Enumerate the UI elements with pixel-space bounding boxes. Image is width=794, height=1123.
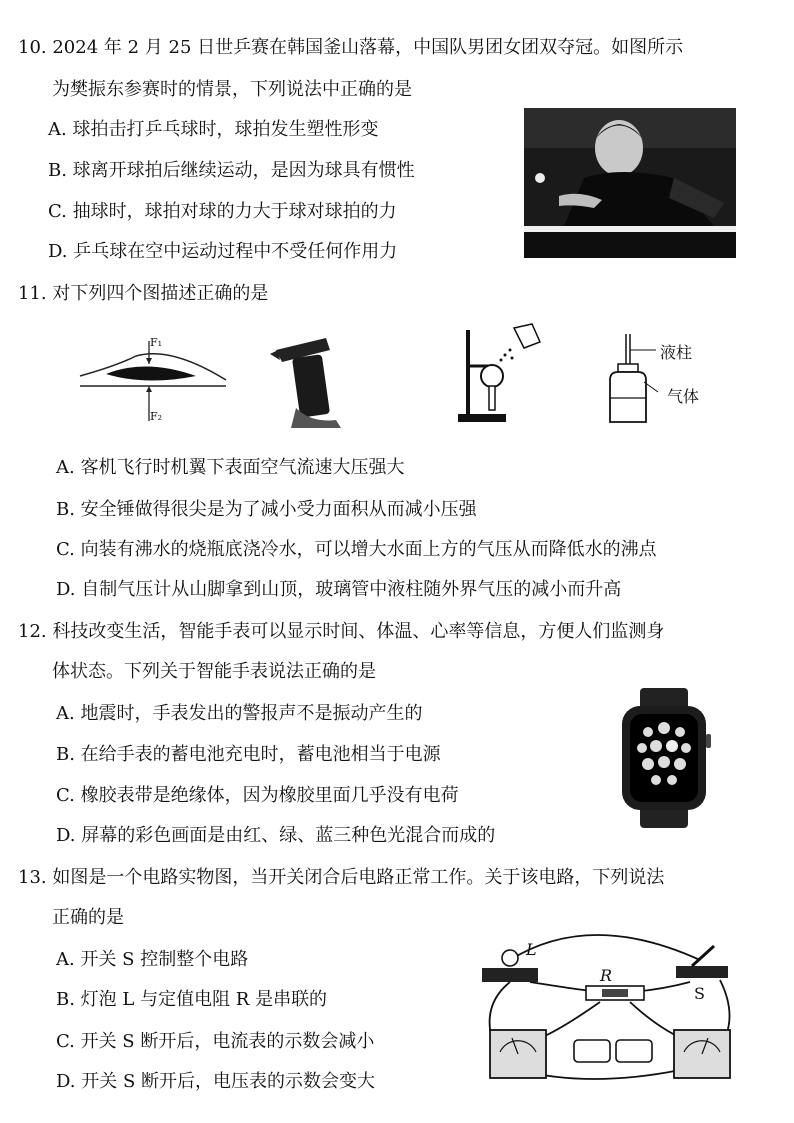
liquid-column-label: 液柱	[660, 343, 693, 362]
q12-option-b: B. 在给手表的蓄电池充电时，蓄电池相当于电源	[56, 744, 441, 765]
q10-stem-line2: 为樊振东参赛时的情景，下列说法中正确的是	[52, 79, 412, 100]
q11-stem: 11. 对下列四个图描述正确的是	[18, 283, 269, 304]
flask-stand-figure	[454, 322, 554, 426]
q10-option-a: A. 球拍击打乒乓球时，球拍发生塑性形变	[48, 119, 379, 140]
q11-option-d: D. 自制气压计从山脚拿到山顶，玻璃管中液柱随外界气压的减小而升高	[56, 579, 622, 600]
q10-option-d: D. 乒乓球在空中运动过程中不受任何作用力	[48, 241, 398, 262]
q12-option-d: D. 屏幕的彩色画面是由红、绿、蓝三种色光混合而成的	[56, 825, 496, 846]
q11-option-b: B. 安全锤做得很尖是为了减小受力面积从而减小压强	[56, 499, 477, 520]
q11-option-c: C. 向装有沸水的烧瓶底浇冷水，可以增大水面上方的气压从而降低水的沸点	[56, 539, 657, 560]
q10-option-b: B. 球离开球拍后继续运动，是因为球具有惯性	[48, 160, 415, 181]
q13-stem-line2: 正确的是	[52, 907, 124, 928]
q10-option-c: C. 抽球时，球拍对球的力大于球对球拍的力	[48, 201, 397, 222]
q12-stem-line1: 12. 科技改变生活，智能手表可以显示时间、体温、心率等信息，方便人们监测身	[18, 621, 665, 642]
lamp-label: L	[526, 940, 537, 959]
force-f2-label: F₂	[150, 410, 163, 423]
q13-option-b: B. 灯泡 L 与定值电阻 R 是串联的	[56, 989, 328, 1010]
smartwatch-figure	[618, 688, 714, 828]
safety-hammer-figure	[266, 328, 366, 428]
q13-stem-line1: 13. 如图是一个电路实物图，当开关闭合后电路正常工作。关于该电路，下列说法	[18, 867, 665, 888]
q12-stem-line2: 体状态。下列关于智能手表说法正确的是	[52, 661, 376, 682]
q12-option-a: A. 地震时，手表发出的警报声不是振动产生的	[56, 703, 423, 724]
gas-label: 气体	[667, 387, 700, 406]
q13-option-c: C. 开关 S 断开后，电流表的示数会减小	[56, 1031, 375, 1052]
q13-option-d: D. 开关 S 断开后，电压表的示数会变大	[56, 1071, 376, 1092]
q12-option-c: C. 橡胶表带是绝缘体，因为橡胶里面几乎没有电荷	[56, 785, 459, 806]
q10-stem-line1: 10. 2024 年 2 月 25 日世乒赛在韩国釜山落幕，中国队男团女团双夺冠。如图所示	[18, 37, 684, 58]
force-f1-label: F₁	[150, 336, 163, 349]
switch-label: S	[694, 984, 705, 1003]
resistor-label: R	[600, 966, 613, 985]
q11-option-a: A. 客机飞行时机翼下表面空气流速大压强大	[56, 457, 405, 478]
circuit-figure	[470, 920, 748, 1096]
q13-option-a: A. 开关 S 控制整个电路	[56, 949, 249, 970]
table-tennis-photo	[524, 108, 736, 258]
barometer-bottle-figure	[600, 330, 660, 428]
